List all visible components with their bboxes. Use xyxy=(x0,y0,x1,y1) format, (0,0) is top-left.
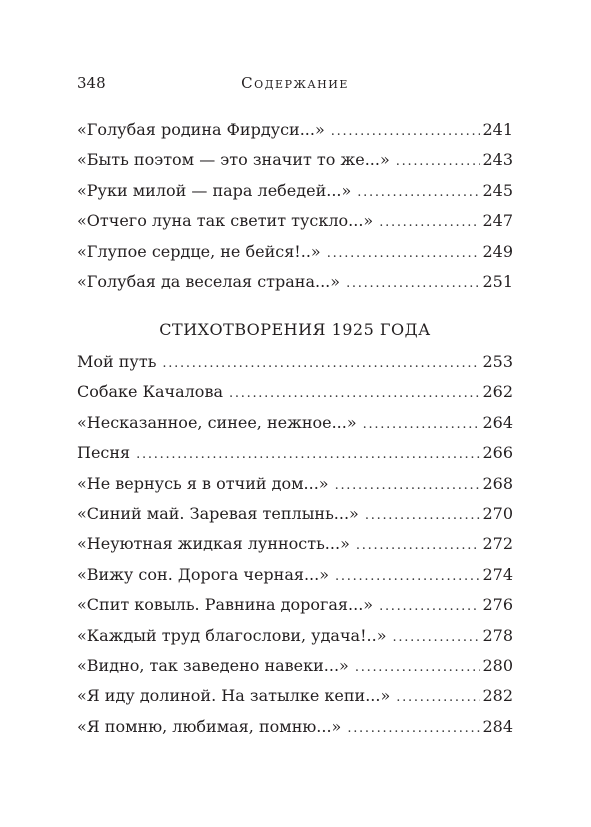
section-heading: СТИХОТВОРЕНИЯ 1925 ГОДА xyxy=(159,320,431,339)
toc-entry-page: 243 xyxy=(482,150,513,170)
toc-entry-page: 282 xyxy=(482,686,513,706)
dot-leader xyxy=(396,154,481,169)
toc-entry-page: 262 xyxy=(482,382,513,402)
dot-leader xyxy=(379,599,480,614)
toc-entry-title: «Я иду долиной. На затылке кепи...» xyxy=(77,686,391,706)
dot-leader xyxy=(162,356,480,371)
dot-leader xyxy=(379,215,480,230)
toc-list-top xyxy=(77,120,513,302)
toc-entry-title: «Несказанное, синее, нежное...» xyxy=(77,412,357,432)
toc-entry-title: «Неуютная жидкая лунность...» xyxy=(77,534,350,554)
dot-leader xyxy=(327,246,481,261)
toc-entry-title: «Голубая да веселая страна...» xyxy=(77,271,341,291)
toc-entry-page: 278 xyxy=(482,625,513,645)
toc-entry-title: «Голубая родина Фирдуси...» xyxy=(77,120,325,139)
dot-leader xyxy=(357,185,480,200)
toc-entry[interactable] xyxy=(77,242,513,272)
toc-entry-title: «Синий май. Заревая теплынь...» xyxy=(77,503,359,523)
running-title: Содержание xyxy=(241,74,349,92)
toc-entry-title: «Я помню, любимая, помню...» xyxy=(77,716,342,736)
toc-entry-title: «Спит ковыль. Равнина дорогая...» xyxy=(77,595,374,615)
toc-entry-title: «Руки милой — пара лебедей...» xyxy=(77,180,352,200)
toc-entry-title: «Отчего луна так светит тускло...» xyxy=(77,211,374,231)
dot-leader xyxy=(392,630,480,645)
toc-entry-title: «Глупое сердце, не бейся!..» xyxy=(77,241,321,261)
toc-entry-page: 266 xyxy=(482,443,513,463)
toc-entry-title: «Быть поэтом — это значит то же...» xyxy=(77,150,390,170)
dot-leader xyxy=(335,569,480,584)
toc-entry[interactable] xyxy=(77,656,513,686)
toc-entry-title: Песня xyxy=(77,443,131,463)
dot-leader xyxy=(356,538,481,553)
dot-leader xyxy=(136,447,480,462)
toc-entry-page: 268 xyxy=(482,473,513,493)
toc-entry-title: Мой путь xyxy=(77,352,157,371)
toc-entry[interactable] xyxy=(77,352,513,382)
toc-entry[interactable] xyxy=(77,413,513,443)
toc-entry-title: Собаке Качалова xyxy=(77,382,223,402)
toc-entry[interactable] xyxy=(77,626,513,656)
toc-entry[interactable] xyxy=(77,443,513,473)
toc-entry-page: 272 xyxy=(482,534,513,554)
toc-entry-page: 270 xyxy=(482,503,513,523)
toc-entry[interactable] xyxy=(77,211,513,241)
dot-leader xyxy=(335,478,481,493)
toc-entry[interactable] xyxy=(77,534,513,564)
dot-leader xyxy=(347,721,480,736)
toc-entry-title: «Не вернусь я в отчий дом...» xyxy=(77,473,329,493)
toc-entry-page: 264 xyxy=(482,412,513,432)
running-head xyxy=(77,74,513,94)
toc-entry-page: 251 xyxy=(482,271,513,291)
toc-entry-page: 247 xyxy=(482,211,513,231)
toc-entry-page: 276 xyxy=(482,595,513,615)
toc-entry-page: 280 xyxy=(482,655,513,675)
toc-entry[interactable] xyxy=(77,595,513,625)
toc-entry-page: 274 xyxy=(482,564,513,584)
toc-entry[interactable] xyxy=(77,382,513,412)
toc-entry-page: 245 xyxy=(482,180,513,200)
toc-entry[interactable] xyxy=(77,272,513,302)
toc-entry[interactable] xyxy=(77,504,513,534)
toc-entry[interactable] xyxy=(77,150,513,180)
dot-leader xyxy=(363,417,481,432)
dot-leader xyxy=(396,690,480,705)
toc-entry-page: 241 xyxy=(482,120,513,139)
toc-entry[interactable] xyxy=(77,686,513,716)
toc-entry-page: 284 xyxy=(482,716,513,736)
toc-entry-title: «Вижу сон. Дорога черная...» xyxy=(77,564,330,584)
dot-leader xyxy=(355,660,481,675)
page-number: 348 xyxy=(77,74,106,92)
toc-entry-title: «Видно, так заведено навеки...» xyxy=(77,655,349,675)
toc-entry-title: «Каждый труд благослови, удача!..» xyxy=(77,625,387,645)
toc-entry[interactable] xyxy=(77,474,513,504)
toc-entry[interactable] xyxy=(77,181,513,211)
dot-leader xyxy=(365,508,481,523)
toc-entry-page: 253 xyxy=(482,352,513,371)
toc-entry[interactable] xyxy=(77,717,513,747)
dot-leader xyxy=(229,386,480,401)
toc-entry[interactable] xyxy=(77,120,513,150)
toc-list-section xyxy=(77,352,513,747)
toc-entry-page: 249 xyxy=(482,241,513,261)
toc-entry[interactable] xyxy=(77,565,513,595)
dot-leader xyxy=(331,124,481,139)
dot-leader xyxy=(346,276,480,291)
